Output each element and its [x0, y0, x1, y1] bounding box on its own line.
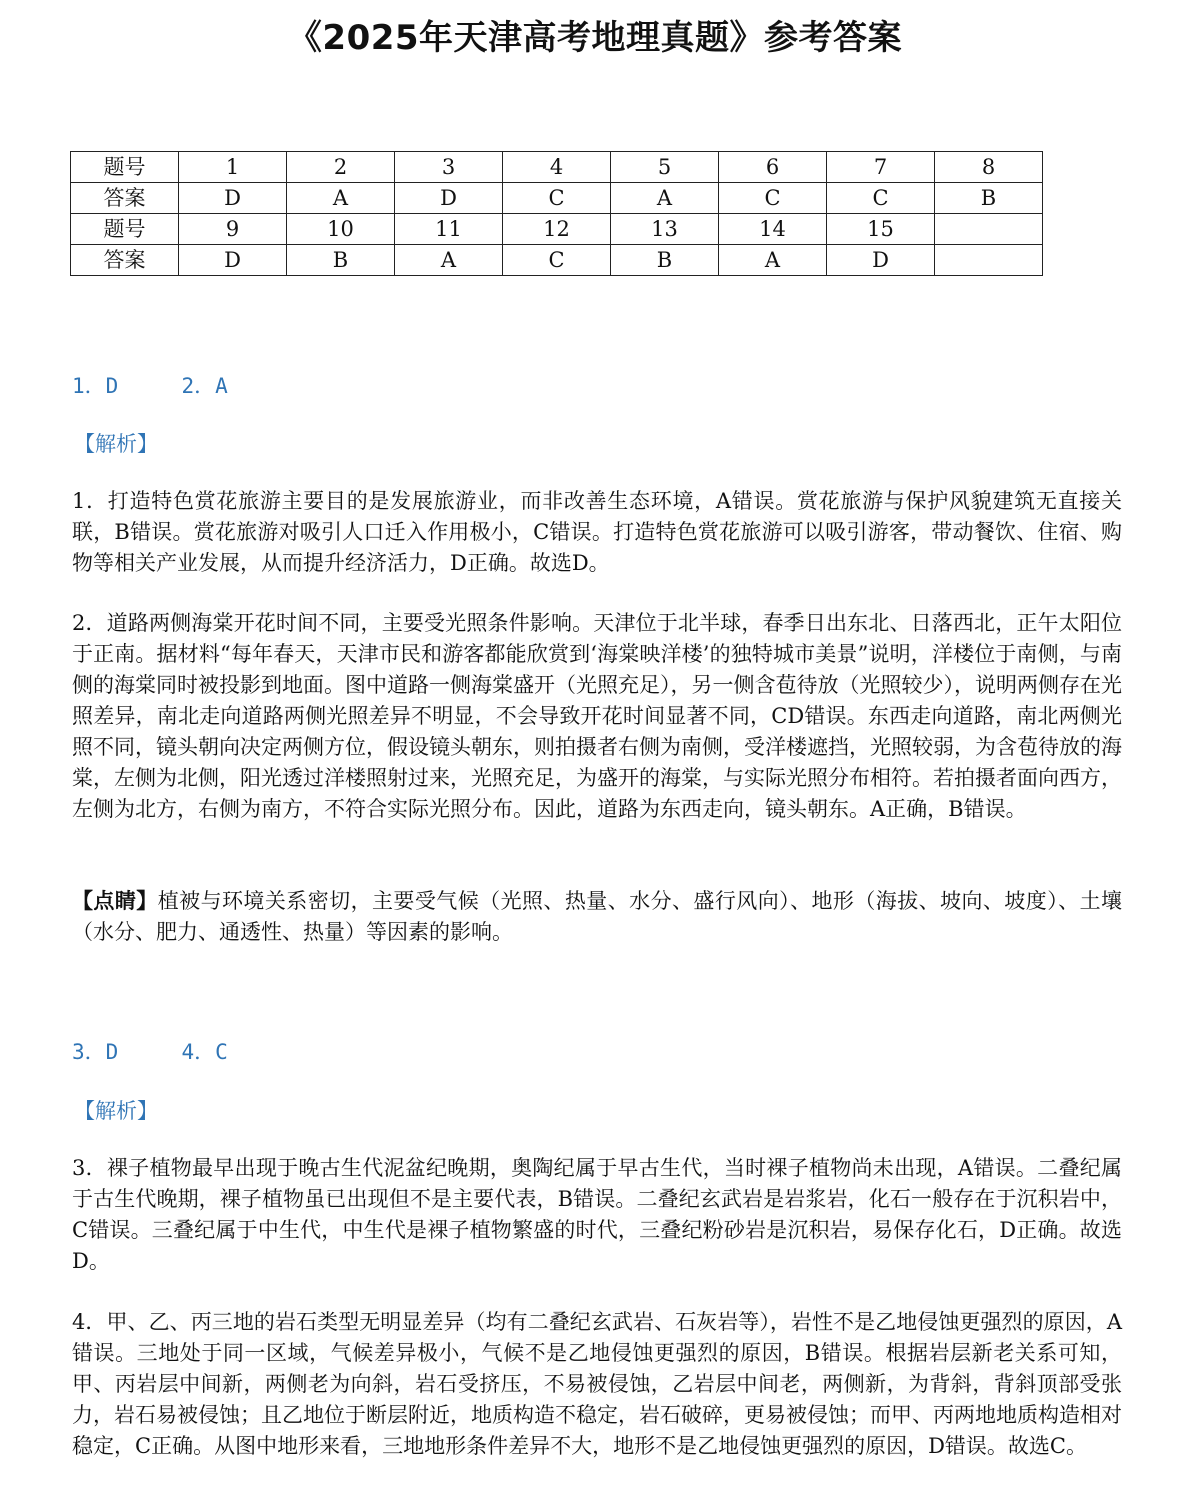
- table-cell: C: [503, 183, 611, 214]
- explanation-q2: 2．道路两侧海棠开花时间不同，主要受光照条件影响。天津位于北半球，春季日出东北、日落西北，正午太阳位于正南。据材料“每年春天，天津市民和游客都能欣赏到‘海棠映洋楼’的独特城市美景”说明，洋楼位于南侧，与南侧的海棠同时被投影到地面。图中道路一侧海棠盛开（光照充足），另一侧含苞待放（光照较少），说明两侧存在光照差异，南北走向道路两侧光照差异不明显，不会导致开花时间显著不同，CD错误。东西走向道路，南北两侧光照不同，镜头朝向决定两侧方位，假设镜头朝东，则拍摄者右侧为南侧，受洋楼遮挡，光照较弱，为含苞待放的海棠，左侧为北侧，阳光透过洋楼照射过来，光照充足，为盛开的海棠，与实际光照分布相符。若拍摄者面向西方，左侧为北方，右侧为南方，不符合实际光照分布。因此，道路为东西走向，镜头朝东。A正确，B错误。: [72, 611, 1122, 821]
- tip-tag: 【点睛】: [72, 888, 158, 913]
- page-title: 《2025年天津高考地理真题》参考答案: [287, 18, 903, 58]
- table-cell: 13: [611, 214, 719, 245]
- table-cell: 2: [287, 152, 395, 183]
- tip-text: 植被与环境关系密切，主要受气候（光照、热量、水分、盛行风向）、地形（海拔、坡向、坡度）、土壤（水分、肥力、通透性、热量）等因素的影响。: [72, 889, 1123, 944]
- table-cell: B: [287, 245, 395, 276]
- table-cell: 4: [503, 152, 611, 183]
- table-row: [71, 183, 1043, 214]
- explanation-q3: 3．裸子植物最早出现于晚古生代泥盆纪晚期，奥陶纪属于早古生代，当时裸子植物尚未出现，A错误。二叠纪属于古生代晚期，裸子植物虽已出现但不是主要代表，B错误。二叠纪玄武岩是岩浆岩，化石一般存在于沉积岩中，C错误。三叠纪属于中生代，中生代是裸子植物繁盛的时代，三叠纪粉砂岩是沉积岩，易保存化石，D正确。故选D。: [72, 1156, 1122, 1273]
- table-row: [71, 245, 1043, 276]
- explanation-q1: 1．打造特色赏花旅游主要目的是发展旅游业，而非改善生态环境，A错误。赏花旅游与保护风貌建筑无直接关联，B错误。赏花旅游对吸引人口迁入作用极小，C错误。打造特色赏花旅游可以吸引游客，带动餐饮、住宿、购物等相关产业发展，从而提升经济活力，D正确。故选D。: [72, 489, 1122, 575]
- table-cell: D: [179, 245, 287, 276]
- table-cell: D: [395, 183, 503, 214]
- table-cell: 8: [935, 152, 1043, 183]
- explanation-q4: 4．甲、乙、丙三地的岩石类型无明显差异（均有二叠纪玄武岩、石灰岩等），岩性不是乙地侵蚀更强烈的原因，A错误。三地处于同一区域，气候差异极小，气候不是乙地侵蚀更强烈的原因，B错误。根据岩层新老关系可知，甲、丙岩层中间新，两侧老为向斜，岩石受挤压，不易被侵蚀，乙岩层中间老，两侧新，为背斜，背斜顶部受张力，岩石易被侵蚀；且乙地位于断层附近，地质构造不稳定，岩石破碎，更易被侵蚀；而甲、丙两地地质构造相对稳定，C正确。从图中地形来看，三地地形条件差异不大，地形不是乙地侵蚀更强烈的原因，D错误。故选C。: [72, 1310, 1122, 1458]
- table-row: [71, 214, 1043, 245]
- table-cell: 6: [719, 152, 827, 183]
- table-cell: 14: [719, 214, 827, 245]
- section-2-heading: 3．D 4．C: [72, 1040, 228, 1064]
- table-cell: 15: [827, 214, 935, 245]
- table-cell: C: [719, 183, 827, 214]
- row-header-cell: 答案: [71, 245, 179, 276]
- table-cell: A: [611, 183, 719, 214]
- analysis-tag-1: 【解析】: [74, 432, 158, 456]
- table-cell: A: [395, 245, 503, 276]
- answer-table: [70, 151, 1043, 276]
- table-cell: 12: [503, 214, 611, 245]
- table-cell: 3: [395, 152, 503, 183]
- table-cell: D: [827, 245, 935, 276]
- table-cell: 10: [287, 214, 395, 245]
- table-cell: [935, 214, 1043, 245]
- table-cell: C: [503, 245, 611, 276]
- table-cell: D: [179, 183, 287, 214]
- row-header-cell: 答案: [71, 183, 179, 214]
- row-header-cell: 题号: [71, 214, 179, 245]
- table-cell: B: [935, 183, 1043, 214]
- table-cell: A: [719, 245, 827, 276]
- section-1-heading: 1．D 2．A: [72, 374, 228, 398]
- table-row: [71, 152, 1043, 183]
- table-cell: 11: [395, 214, 503, 245]
- row-header-cell: 题号: [71, 152, 179, 183]
- table-cell: B: [611, 245, 719, 276]
- analysis-tag-2: 【解析】: [74, 1099, 158, 1123]
- table-cell: A: [287, 183, 395, 214]
- table-cell: 1: [179, 152, 287, 183]
- table-cell: C: [827, 183, 935, 214]
- tip-paragraph: [72, 885, 1122, 948]
- table-cell: 9: [179, 214, 287, 245]
- table-cell: [935, 245, 1043, 276]
- table-cell: 7: [827, 152, 935, 183]
- table-cell: 5: [611, 152, 719, 183]
